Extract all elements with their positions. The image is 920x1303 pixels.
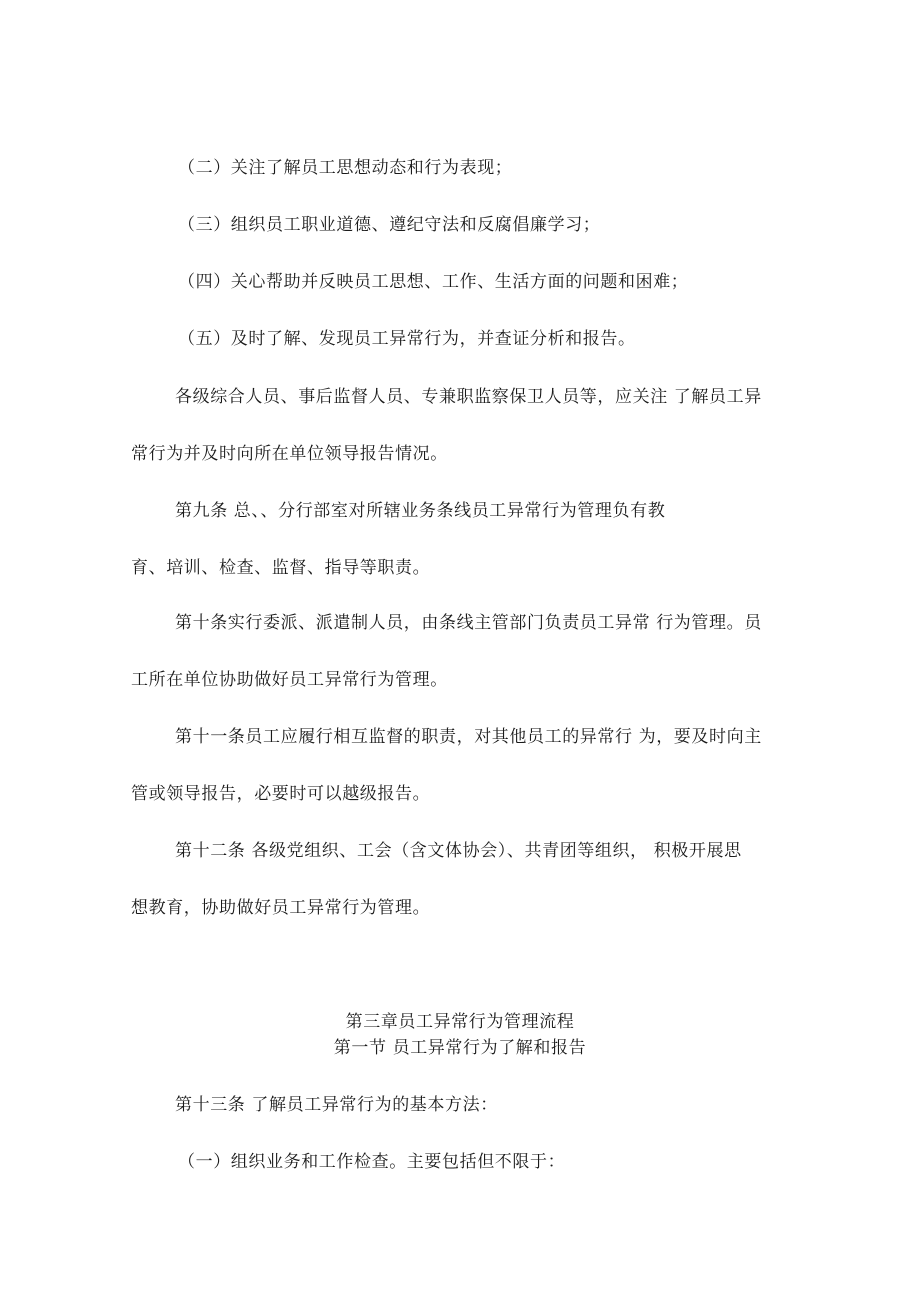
- article-heading: 第十三条 了解员工异常行为的基本方法：: [175, 1095, 498, 1115]
- paragraph-line: 工所在单位协助做好员工异常行为管理。: [131, 670, 448, 690]
- paragraph-line: 管或领导报告，必要时可以越级报告。: [131, 784, 431, 804]
- paragraph-line: 想教育，协助做好员工异常行为管理。: [131, 898, 431, 918]
- list-item: （五）及时了解、发现员工异常行为，并查证分析和报告。: [178, 329, 636, 349]
- paragraph-line: 育、培训、检查、监督、指导等职责。: [131, 558, 431, 578]
- list-item: （二）关注了解员工思想动态和行为表现；: [178, 158, 513, 178]
- list-item: （三）组织员工职业道德、遵纪守法和反腐倡廉学习；: [178, 215, 601, 235]
- list-item: （一）组织业务和工作检查。主要包括但不限于：: [178, 1152, 566, 1172]
- chapter-title: 第三章员工异常行为管理流程: [345, 1012, 575, 1032]
- paragraph-line: 第十二条 各级党组织、工会（含文体协会）、共青团等组织， 积极开展思: [175, 841, 742, 861]
- paragraph-line: 各级综合人员、事后监督人员、专兼职监察保卫人员等，应关注 了解员工异: [175, 387, 762, 407]
- list-item: （四）关心帮助并反映员工思想、工作、生活方面的问题和困难；: [178, 272, 689, 292]
- section-title: 第一节 员工异常行为了解和报告: [333, 1038, 587, 1058]
- paragraph-line: 常行为并及时向所在单位领导报告情况。: [131, 444, 448, 464]
- paragraph-line: 第九条 总、、分行部室对所辖业务条线员工异常行为管理负有教: [175, 501, 666, 521]
- paragraph-line: 第十一条员工应履行相互监督的职责，对其他员工的异常行 为，要及时向主: [175, 727, 762, 747]
- paragraph-line: 第十条实行委派、派遣制人员，由条线主管部门负责员工异常 行为管理。员: [175, 613, 762, 633]
